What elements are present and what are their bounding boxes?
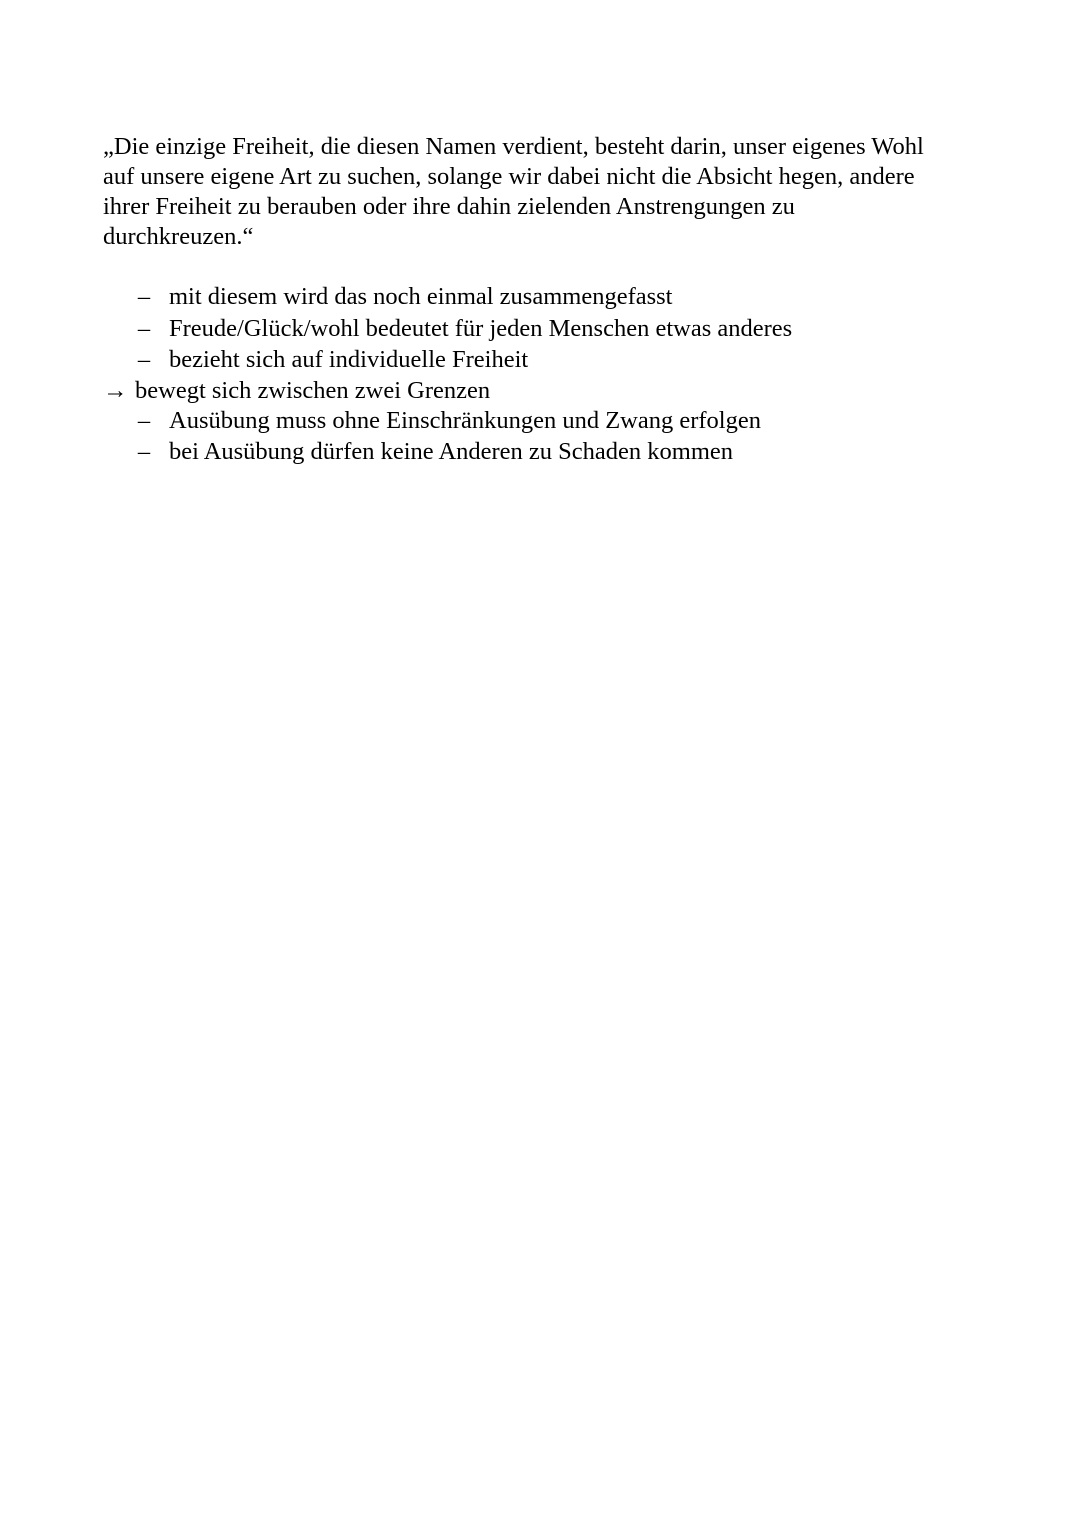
list-item-text: bezieht sich auf individuelle Freiheit: [169, 346, 529, 373]
list-item-text: Ausübung muss ohne Einschränkungen und Zwang erfolgen: [169, 406, 761, 434]
list-item: [103, 313, 983, 345]
quote-line: durchkreuzen.“: [103, 223, 254, 250]
quote-line: ihrer Freiheit zu berauben oder ihre dahin zielenden Anstrengungen zu: [103, 193, 795, 220]
arrow-item: [103, 376, 983, 405]
list-item-text: Freude/Glück/wohl bedeutet für jeden Menschen etwas anderes: [169, 314, 793, 342]
quote-paragraph: [103, 132, 983, 252]
quote-line: auf unsere eigene Art zu suchen, solange wir dabei nicht die Absicht hegen, andere: [103, 163, 915, 190]
notes-list: [103, 281, 983, 468]
list-item: [103, 281, 983, 313]
list-item: [103, 436, 983, 468]
list-item: [103, 344, 983, 376]
dash-bullet-icon: –: [137, 283, 151, 310]
list-item-text: mit diesem wird das noch einmal zusammengefasst: [169, 283, 673, 310]
dash-bullet-icon: –: [137, 346, 151, 373]
dash-bullet-icon: –: [137, 314, 151, 342]
dash-bullet-icon: –: [137, 438, 151, 465]
dash-bullet-icon: –: [137, 406, 151, 434]
arrow-right-icon: →: [103, 376, 128, 404]
list-item-text: bei Ausübung dürfen keine Anderen zu Schaden kommen: [169, 438, 734, 465]
arrow-item-text: bewegt sich zwischen zwei Grenzen: [135, 376, 491, 404]
list-item: [103, 405, 983, 437]
quote-line: „Die einzige Freiheit, die diesen Namen verdient, besteht darin, unser eigenes Wohl: [103, 133, 924, 160]
